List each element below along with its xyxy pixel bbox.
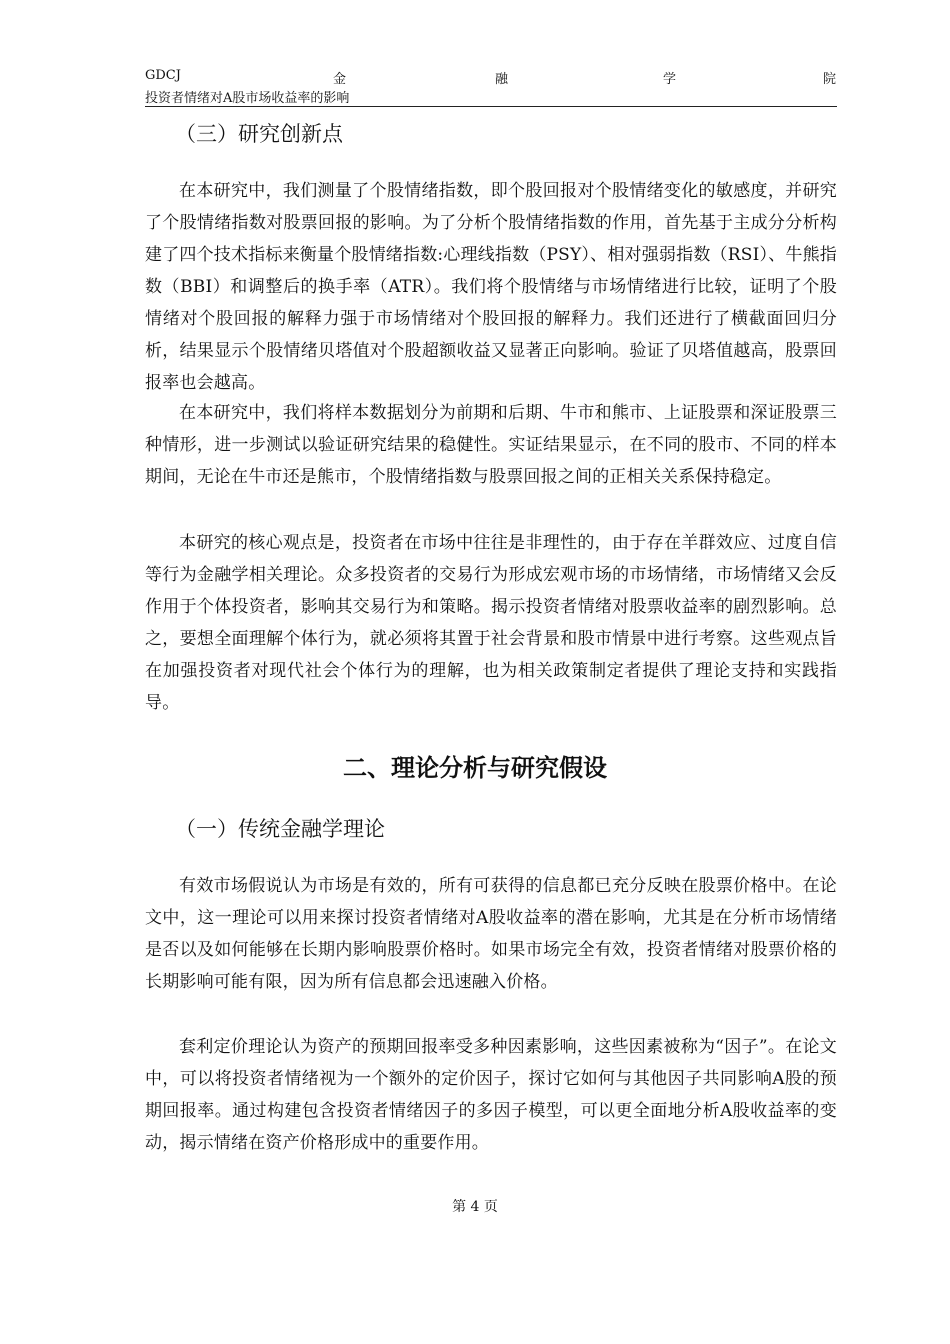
- header-char-3: 学: [663, 72, 677, 87]
- paragraph-innovation-1: 在本研究中，我们测量了个股情绪指数，即个股回报对个股情绪变化的敏感度，并研究了个股情绪指数对股票回报的影响。为了分析个股情绪指数的作用，首先基于主成分分析构建了四个技术指标来衡量个股情绪指数:心理线指数（PSY）、相对强弱指数（RSI）、牛熊指数（BBI）和调整后的换手率（ATR）。我们将个股情绪与市场情绪进行比较，证明了个股情绪对个股回报的解释力强于市场情绪对个股回报的解释力。我们还进行了横截面回归分析，结果显示个股情绪贝塔值对个股超额收益又显著正向影响。验证了贝塔值越高，股票回报率也会越高。: [145, 181, 837, 393]
- paragraph-traditional-1: 有效市场假说认为市场是有效的，所有可获得的信息都已充分反映在股票价格中。在论文中，这一理论可以用来探讨投资者情绪对A股收益率的潜在影响，尤其是在分析市场情绪是否以及如何能够在长期内影响股票价格时。如果市场完全有效，投资者情绪对股票价格的长期影响可能有限，因为所有信息都会迅速融入价格。: [145, 876, 837, 992]
- paragraph-innovation-3: 本研究的核心观点是，投资者在市场中往往是非理性的，由于存在羊群效应、过度自信等行为金融学相关理论。众多投资者的交易行为形成宏观市场的市场情绪，市场情绪又会反作用于个体投资者，影响其交易行为和策略。揭示投资者情绪对股票收益率的剧烈影响。总之，要想全面理解个体行为，就必须将其置于社会背景和股市情景中进行考察。这些观点旨在加强投资者对现代社会个体行为的理解，也为相关政策制定者提供了理论支持和实践指导。: [145, 533, 837, 713]
- page-number: 第 4 页: [452, 1199, 498, 1215]
- header-subtitle: 投资者情绪对A股市场收益率的影响: [145, 91, 350, 106]
- paragraph-innovation-2: 在本研究中，我们将样本数据划分为前期和后期、牛市和熊市、上证股票和深证股票三种情形，进一步测试以验证研究结果的稳健性。实证结果显示，在不同的股市、不同的样本期间，无论在牛市还是熊市，个股情绪指数与股票回报之间的正相关关系保持稳定。: [145, 403, 837, 487]
- paragraph-traditional-2: 套利定价理论认为资产的预期回报率受多种因素影响，这些因素被称为“因子”。在论文中，可以将投资者情绪视为一个额外的定价因子，探讨它如何与其他因子共同影响A股的预期回报率。通过构建包含投资者情绪因子的多因子模型，可以更全面地分析A股收益率的变动，揭示情绪在资产价格形成中的重要作用。: [145, 1037, 837, 1153]
- section-title-innovation: （三）研究创新点: [175, 122, 343, 146]
- header-char-2: 融: [495, 72, 509, 87]
- section-title-traditional-finance: （一）传统金融学理论: [175, 817, 385, 841]
- header-char-4: 院: [823, 72, 837, 87]
- page-header: [145, 66, 837, 107]
- header-line: [145, 66, 837, 86]
- header-char-1: 金: [333, 72, 347, 87]
- chapter-title: 二、理论分析与研究假设: [343, 754, 607, 782]
- header-left-code: GDCJ: [145, 68, 181, 83]
